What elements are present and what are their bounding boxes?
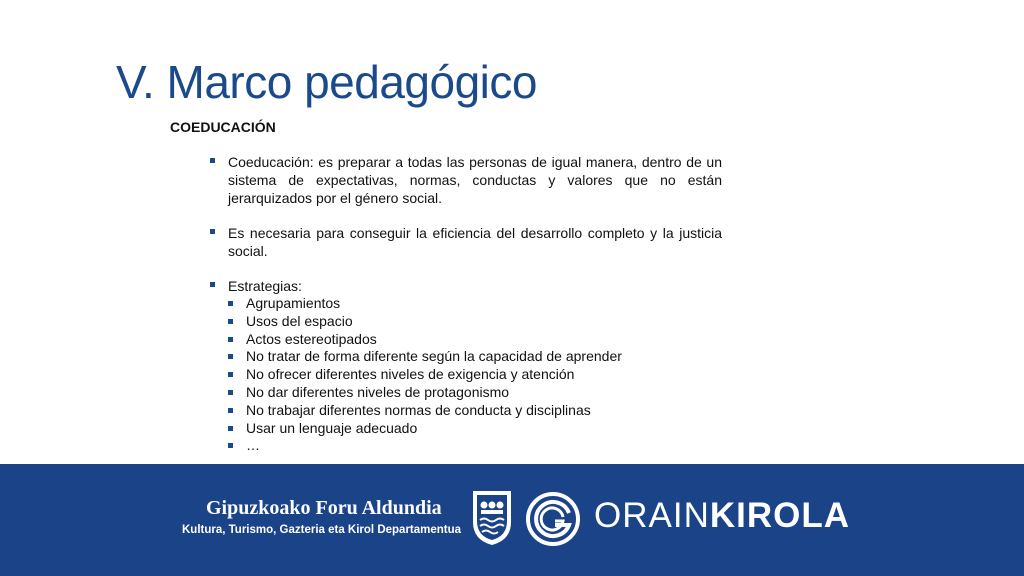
list-item-text: Actos estereotipados — [246, 330, 377, 347]
bullet-point — [208, 277, 722, 295]
list-item-text: Agrupamientos — [246, 295, 341, 311]
square-bullet-icon — [228, 426, 233, 431]
square-bullet-icon — [228, 337, 233, 342]
bullet-point — [208, 153, 722, 207]
list-item-text: No tratar de forma diferente según la capacidad de aprender — [246, 348, 622, 365]
square-bullet-icon — [210, 158, 215, 163]
square-bullet-icon — [228, 319, 233, 324]
bullet-point — [208, 224, 722, 260]
bullet-text: Es necesaria para conseguir la eficiencia del desarrollo completo y la justicia social. — [228, 225, 722, 259]
list-item-text: Usar un lenguaje adecuado — [246, 419, 418, 436]
list-item — [208, 384, 722, 402]
square-bullet-icon — [210, 229, 215, 234]
coat-of-arms-icon — [470, 488, 514, 548]
bullet-text: Estrategias: — [228, 278, 302, 294]
page-title: V. Marco pedagógico — [116, 56, 537, 108]
square-bullet-icon — [228, 443, 233, 448]
list-item-text: No trabajar diferentes normas de conducta y disciplinas — [246, 401, 591, 418]
brand-logo-text — [594, 494, 850, 538]
square-bullet-icon — [228, 301, 233, 306]
slide-content — [208, 153, 722, 455]
g-circle-logo-icon — [525, 491, 581, 547]
org-department: Kultura, Turismo, Gazteria eta Kirol Departamentua — [182, 524, 462, 536]
square-bullet-icon — [228, 372, 233, 377]
list-item — [208, 366, 722, 384]
square-bullet-icon — [210, 282, 215, 287]
strategies-list — [208, 295, 722, 455]
section-heading: COEDUCACIÓN — [170, 119, 276, 135]
list-item-text: No dar diferentes niveles de protagonismo — [246, 383, 510, 400]
list-item — [208, 402, 722, 420]
brand-text-light: ORAIN — [594, 496, 710, 535]
list-item-text: Usos del espacio — [246, 312, 353, 329]
square-bullet-icon — [228, 354, 233, 359]
list-item — [208, 331, 722, 349]
org-name: Gipuzkoako Foru Aldundia — [206, 497, 442, 519]
list-item — [208, 420, 722, 438]
list-item — [208, 313, 722, 331]
bullet-text: Coeducación: es preparar a todas las personas de igual manera, dentro de un sistema de expectativas, normas, conductas y valores que no están jerarquizados por el género social. — [228, 154, 722, 206]
list-item-text: No ofrecer diferentes niveles de exigencia y atención — [246, 366, 575, 383]
footer-banner — [0, 464, 1024, 576]
square-bullet-icon — [228, 408, 233, 413]
brand-text-bold: KIROLA — [709, 496, 851, 535]
list-item — [208, 437, 722, 455]
list-item — [208, 348, 722, 366]
list-item-text: … — [246, 437, 260, 454]
square-bullet-icon — [228, 390, 233, 395]
list-item — [208, 295, 722, 313]
